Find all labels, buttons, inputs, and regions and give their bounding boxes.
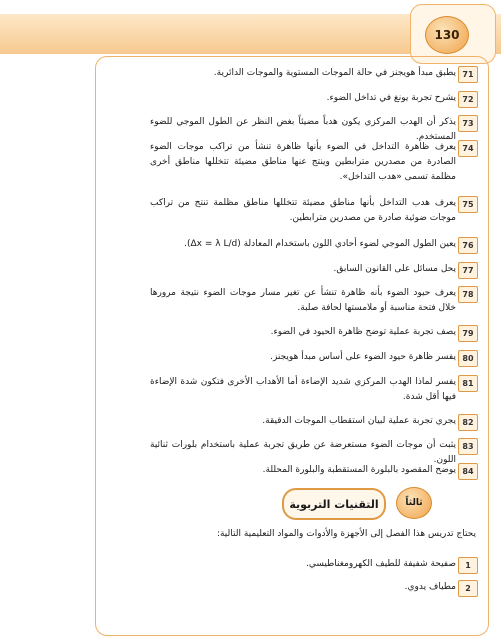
outcome-number-82: 82 bbox=[458, 414, 478, 431]
outcome-number-72: 72 bbox=[458, 91, 478, 108]
outcome-text-81: يفسر لماذا الهدب المركزي شديد الإضاءة أما الأهداب الأخرى فتكون شدة الإضاءة فيها أقل شدة. bbox=[150, 377, 456, 402]
outcome-text-83: يثبت أن موجات الضوء مستعرضة عن طريق تجربة عملية باستخدام بلورات ثنائية اللون. bbox=[150, 440, 456, 465]
outcome-number-76: 76 bbox=[458, 237, 478, 254]
outcome-number-80: 80 bbox=[458, 350, 478, 367]
material-number-2: 2 bbox=[458, 580, 478, 597]
material-number-1: 1 bbox=[458, 557, 478, 574]
outcome-text-77: يحل مسائل على القانون السابق. bbox=[333, 264, 456, 274]
material-text-1: صفيحة شفيفة للطيف الكهرومغناطيسي. bbox=[305, 559, 456, 569]
outcome-number-77: 77 bbox=[458, 262, 478, 279]
outcome-text-76: يعين الطول الموجي لضوء أحادي اللون باستخدام المعادلة (Δx = λ L/d). bbox=[184, 239, 456, 249]
material-text-2: مطياف يدوي. bbox=[404, 582, 456, 592]
outcome-number-84: 84 bbox=[458, 463, 478, 480]
section-intro: يحتاج تدريس هذا الفصل إلى الأجهزة والأدوات والمواد التعليمية التالية: bbox=[216, 529, 476, 539]
outcome-number-78: 78 bbox=[458, 286, 478, 303]
outcome-text-73: يذكر أن الهدب المركزي يكون هدباً مضيئاً بغض النظر عن الطول الموجي للضوء المستخدم. bbox=[150, 117, 456, 142]
outcome-text-72: يشرح تجربة يونغ في تداخل الضوء. bbox=[326, 93, 456, 103]
outcome-number-81: 81 bbox=[458, 375, 478, 392]
outcome-text-78: يعرف حيود الضوء بأنه ظاهرة تنشأ عن تغير مسار موجات الضوء نتيجة مرورها خلال فتحة مناسبة أو ملامستها لحافة صلبة. bbox=[150, 288, 456, 313]
outcome-text-74: يعرف ظاهرة التداخل في الضوء بأنها ظاهرة تنشأ من تراكب موجات الضوء الصادرة من مصدرين مترابطين وينتج عنها مناطق مضيئة تتخللها مناطق أخرى مظلمة تسمى «هدب التداخل». bbox=[150, 142, 456, 182]
outcome-text-80: يفسر ظاهرة حيود الضوء على أساس مبدأ هويجنز. bbox=[270, 352, 456, 362]
outcome-number-75: 75 bbox=[458, 196, 478, 213]
outcome-text-75: يعرف هدب التداخل بأنها مناطق مضيئة تتخللها مناطق مظلمة تنتج من تراكب موجات ضوئية صادرة من مصدرين مترابطين. bbox=[150, 198, 456, 223]
outcome-text-79: يصف تجربة عملية توضح ظاهرة الحيود في الضوء. bbox=[270, 327, 456, 337]
outcome-number-73: 73 bbox=[458, 115, 478, 132]
section-number: ثالثاً bbox=[396, 487, 432, 519]
outcome-number-79: 79 bbox=[458, 325, 478, 342]
outcome-number-83: 83 bbox=[458, 438, 478, 455]
outcome-number-74: 74 bbox=[458, 140, 478, 157]
page-number: 130 bbox=[425, 16, 469, 54]
outcome-text-71: يطبق مبدأ هويجنز في حالة الموجات المستوية والموجات الدائرية. bbox=[213, 68, 456, 78]
section-title: التقنيات التربوية bbox=[282, 488, 386, 520]
outcome-text-82: يجري تجربة عملية لبيان استقطاب الموجات الدقيقة. bbox=[262, 416, 456, 426]
outcome-number-71: 71 bbox=[458, 66, 478, 83]
outcome-text-84: يوضح المقصود بالبلورة المستقطبة والبلورة المحللة. bbox=[262, 465, 456, 475]
